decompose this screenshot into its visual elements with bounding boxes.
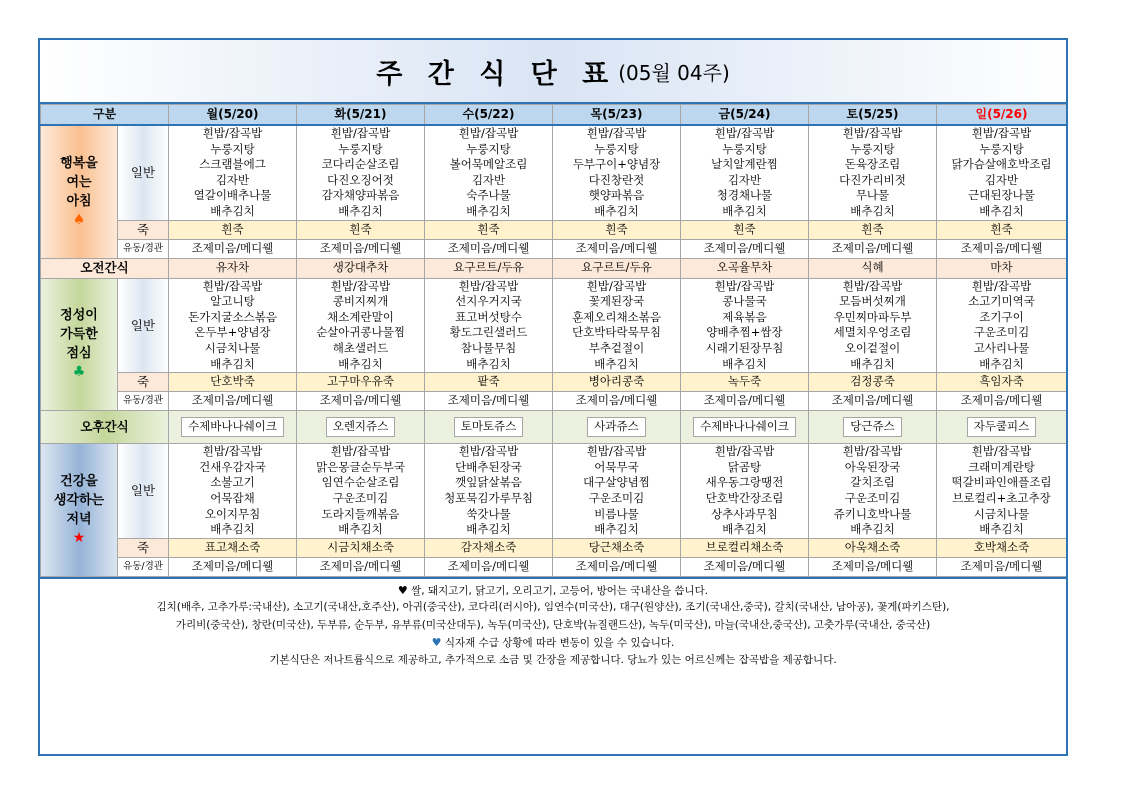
juk-cell: 호박채소죽	[937, 538, 1067, 557]
menu-item: 제육볶음	[722, 309, 767, 324]
juk-cell: 흰죽	[169, 220, 297, 239]
juk-cell: 흰죽	[809, 220, 937, 239]
page-title: 주 간 식 단 표	[376, 58, 617, 90]
menu-item: 오이겉절이	[844, 340, 901, 355]
menu-item: 다진가리비젓	[839, 172, 906, 187]
menu-item: 표고버섯탕수	[455, 309, 522, 324]
snack-cell	[937, 411, 1067, 444]
day-header: 수(5/22)	[425, 105, 553, 126]
menu-item: 김자반	[984, 172, 1019, 187]
menu-item: 돈가지굴소스볶음	[188, 309, 277, 324]
menu-item: 청포묵김가루무침	[444, 490, 533, 505]
menu-item: 김자반	[215, 172, 250, 187]
menu-item: 새우동그랑땡전	[705, 475, 784, 490]
menu-item: 쥬키니호박나물	[833, 506, 912, 521]
menu-item: 콩나물국	[722, 294, 767, 309]
menu-item: 브로컬리+초고추장	[952, 490, 1051, 505]
menu-cell	[297, 444, 425, 539]
menu-item: 임연수순살조림	[321, 475, 400, 490]
menu-item: 배추김치	[722, 203, 767, 218]
heart-icon: ♥	[431, 636, 442, 650]
menu-item: 우민찌마파두부	[833, 309, 912, 324]
menu-item: 구운조미김	[844, 490, 901, 505]
menu-item: 떡갈비파인애플조림	[951, 475, 1052, 490]
menu-cell	[809, 125, 937, 220]
menu-item: 흰밥/잡곡밥	[202, 444, 263, 459]
dinner-liquid-row	[41, 557, 1067, 576]
lunch-meal-name	[41, 278, 118, 411]
menu-item: 다진오징어젓	[327, 172, 394, 187]
snack_am-row	[41, 258, 1067, 278]
menu-item: 흰밥/잡곡밥	[202, 278, 263, 293]
juk-cell: 시금치채소죽	[297, 538, 425, 557]
menu-item: 단호박타락묵무침	[572, 325, 661, 340]
juk-cell: 단호박죽	[169, 373, 297, 392]
snack-cell: 오곡율무차	[681, 258, 809, 278]
menu-item: 흰밥/잡곡밥	[842, 278, 903, 293]
snack-item: 자두쿨피스	[967, 417, 1037, 437]
menu-item: 누룽지탕	[850, 141, 895, 156]
menu-item: 흰밥/잡곡밥	[586, 278, 647, 293]
lunch-general-row	[41, 278, 1067, 373]
menu-item: 숙주나물	[466, 188, 511, 203]
menu-item: 흰밥/잡곡밥	[458, 444, 519, 459]
meal-name-line: 정성이	[60, 308, 98, 324]
note-line-1: ♥ 쌀, 돼지고기, 닭고기, 오리고기, 고등어, 방어는 국내산을 씁니다.	[397, 583, 709, 597]
menu-item: 선지우거지국	[455, 294, 522, 309]
menu-item: 흰밥/잡곡밥	[330, 444, 391, 459]
menu-item: 누룽지탕	[722, 141, 767, 156]
menu-item: 도라지들깨볶음	[321, 506, 400, 521]
liquid-cell: 조제미음/메디웰	[169, 557, 297, 576]
juk-cell: 아욱채소죽	[809, 538, 937, 557]
menu-item: 단배추된장국	[455, 459, 522, 474]
menu-item: 비름나물	[594, 506, 639, 521]
breakfast-liquid-row	[41, 239, 1067, 258]
menu-item: 시금치나물	[973, 506, 1030, 521]
menu-item: 배추김치	[338, 203, 383, 218]
menu-cell	[809, 278, 937, 373]
menu-item: 배추김치	[979, 522, 1024, 537]
menu-item: 시금치나물	[204, 340, 261, 355]
menu-item: 부추겉절이	[588, 340, 645, 355]
liquid-cell: 조제미음/메디웰	[681, 557, 809, 576]
menu-item: 배추김치	[466, 203, 511, 218]
note-line-3: 가리비(중국산), 창란(미국산), 두부류, 순두부, 유부류(미국산대두), 녹두(미국산), 단호박(뉴질랜드산), 녹두(미국산), 마늘(국내산,중국산), 고춧가루(국내산, 중국산)	[175, 618, 931, 631]
menu-cell	[937, 444, 1067, 539]
menu-item: 꽃게된장국	[588, 294, 645, 309]
snack-item: 수제바나나쉐이크	[181, 417, 284, 437]
menu-item: 깻잎닭살볶음	[455, 475, 522, 490]
liquid-cell: 조제미음/메디웰	[425, 557, 553, 576]
menu-cell	[681, 444, 809, 539]
menu-item: 돈육장조림	[844, 157, 901, 172]
liquid-cell: 조제미음/메디웰	[553, 392, 681, 411]
menu-cell	[425, 278, 553, 373]
menu-item: 배추김치	[850, 356, 895, 371]
dinner-juk-row	[41, 538, 1067, 557]
snack-item: 당근쥬스	[843, 417, 901, 437]
juk-cell: 검정콩죽	[809, 373, 937, 392]
menu-item: 배추김치	[594, 522, 639, 537]
snack-cell	[425, 411, 553, 444]
juk-cell: 감자채소죽	[425, 538, 553, 557]
liquid-cell: 조제미음/메디웰	[809, 557, 937, 576]
menu-item: 어묵무국	[594, 459, 639, 474]
menu-item: 흰밥/잡곡밥	[586, 126, 647, 140]
sub-label-liquid: 유동/경관	[118, 557, 169, 576]
title-bar	[40, 40, 1066, 104]
snack-cell: 마차	[937, 258, 1067, 278]
juk-cell: 흑임자죽	[937, 373, 1067, 392]
menu-cell	[681, 278, 809, 373]
menu-item: 닭곰탕	[727, 459, 762, 474]
lunch-juk-row	[41, 373, 1067, 392]
meal-name-line: 행복을	[60, 155, 98, 171]
liquid-cell: 조제미음/메디웰	[809, 392, 937, 411]
menu-item: 코다리순살조림	[321, 157, 400, 172]
meal-name-line: 건강을	[60, 473, 98, 489]
sub-label-juk: 죽	[118, 373, 169, 392]
juk-cell: 흰죽	[297, 220, 425, 239]
breakfast-juk-row	[41, 220, 1067, 239]
liquid-cell: 조제미음/메디웰	[809, 239, 937, 258]
snack-cell: 식혜	[809, 258, 937, 278]
meal-name-line: 여는	[66, 174, 92, 190]
juk-cell: 흰죽	[937, 220, 1067, 239]
menu-cell	[681, 125, 809, 220]
menu-item: 흰밥/잡곡밥	[842, 444, 903, 459]
day-header: 화(5/21)	[297, 105, 425, 126]
menu-item: 쑥갓나물	[466, 506, 511, 521]
menu-item: 배추김치	[210, 203, 255, 218]
menu-item: 열갈이배추나물	[193, 188, 272, 203]
menu-item: 채소계란말이	[327, 309, 394, 324]
menu-sheet	[38, 38, 1068, 756]
snack-cell: 요구르트/두유	[553, 258, 681, 278]
menu-cell	[297, 125, 425, 220]
menu-item: 흰밥/잡곡밥	[842, 126, 903, 140]
menu-item: 오이지무침	[204, 506, 261, 521]
menu-item: 고사리나물	[973, 340, 1030, 355]
menu-item: 구운조미김	[588, 490, 645, 505]
snack-item: 사과쥬스	[587, 417, 645, 437]
spade-icon: ♠	[72, 211, 86, 228]
menu-item: 두부구이+양념장	[572, 157, 661, 172]
snack-item: 수제바나나쉐이크	[693, 417, 796, 437]
note-line-2: 김치(배추, 고추가루:국내산), 소고기(국내산,호주산), 아귀(중국산), 코다리(러시아), 임연수(미국산), 대구(원양산), 조기(국내산,중국), 갈치(국내산, 남아공), 꽃게(파키스탄),	[156, 601, 950, 614]
day-header: 금(5/24)	[681, 105, 809, 126]
menu-item: 배추김치	[594, 203, 639, 218]
menu-item: 누룽지탕	[594, 141, 639, 156]
menu-cell	[553, 125, 681, 220]
menu-item: 김자반	[471, 172, 506, 187]
liquid-cell: 조제미음/메디웰	[297, 392, 425, 411]
menu-cell	[169, 278, 297, 373]
liquid-cell: 조제미음/메디웰	[169, 392, 297, 411]
menu-item: 감자채양파볶음	[321, 188, 400, 203]
note-line-5: 기본식단은 저나트륨식으로 제공하고, 추가적으로 소금 및 간장을 제공합니다. 당뇨가 있는 어르신께는 잡곡밥을 제공합니다.	[269, 653, 837, 666]
menu-cell	[425, 444, 553, 539]
menu-item: 조기구이	[979, 309, 1024, 324]
menu-item: 날치알계란찜	[711, 157, 778, 172]
menu-item: 배추김치	[338, 522, 383, 537]
menu-item: 대구살양념찜	[583, 475, 650, 490]
juk-cell: 표고채소죽	[169, 538, 297, 557]
liquid-cell: 조제미음/메디웰	[937, 557, 1067, 576]
menu-item: 볼어묵메알조림	[449, 157, 528, 172]
lunch-liquid-row	[41, 392, 1067, 411]
menu-item: 해초샐러드	[332, 340, 389, 355]
juk-cell: 녹두죽	[681, 373, 809, 392]
menu-item: 크래미계란탕	[968, 459, 1035, 474]
menu-item: 양배추찜+쌈장	[706, 325, 783, 340]
note-line-4: ♥ 식자재 수급 상황에 따라 변동이 있을 수 있습니다.	[431, 636, 675, 650]
menu-item: 흰밥/잡곡밥	[586, 444, 647, 459]
menu-item: 단호박간장조림	[705, 490, 784, 505]
dinner-general-row	[41, 444, 1067, 539]
meal-name-line: 점심	[66, 346, 92, 362]
snack-cell	[297, 411, 425, 444]
day-header: 목(5/23)	[553, 105, 681, 126]
sub-label-juk: 죽	[118, 220, 169, 239]
menu-item: 아욱된장국	[844, 459, 901, 474]
meal-name-line: 생각하는	[53, 492, 105, 508]
menu-item: 세멸치우엉조림	[833, 325, 912, 340]
menu-item: 배추김치	[466, 356, 511, 371]
menu-item: 흰밥/잡곡밥	[971, 278, 1032, 293]
menu-item: 배추김치	[722, 522, 767, 537]
menu-item: 김자반	[727, 172, 762, 187]
menu-item: 어묵잡채	[210, 490, 255, 505]
juk-cell: 흰죽	[553, 220, 681, 239]
menu-item: 알고니탕	[210, 294, 255, 309]
menu-item: 흰밥/잡곡밥	[714, 278, 775, 293]
liquid-cell: 조제미음/메디웰	[425, 392, 553, 411]
menu-cell	[553, 278, 681, 373]
snack_am-label: 오전간식	[41, 258, 169, 278]
menu-item: 스크램블에그	[199, 157, 266, 172]
menu-item: 흰밥/잡곡밥	[458, 278, 519, 293]
menu-item: 배추김치	[979, 356, 1024, 371]
menu-cell	[809, 444, 937, 539]
liquid-cell: 조제미음/메디웰	[681, 392, 809, 411]
snack-cell: 유자차	[169, 258, 297, 278]
menu-item: 흰밥/잡곡밥	[330, 278, 391, 293]
menu-item: 구운조미김	[973, 325, 1030, 340]
liquid-cell: 조제미음/메디웰	[425, 239, 553, 258]
menu-item: 모듬버섯찌개	[839, 294, 906, 309]
menu-item: 콩비지찌개	[332, 294, 389, 309]
sub-label-juk: 죽	[118, 538, 169, 557]
menu-item: 흰밥/잡곡밥	[971, 444, 1032, 459]
menu-item: 황도그린샐러드	[449, 325, 528, 340]
menu-item: 순살아귀콩나물찜	[316, 325, 405, 340]
menu-item: 배추김치	[466, 522, 511, 537]
notes	[40, 577, 1066, 670]
menu-item: 흰밥/잡곡밥	[458, 126, 519, 140]
liquid-cell: 조제미음/메디웰	[297, 239, 425, 258]
liquid-cell: 조제미음/메디웰	[297, 557, 425, 576]
menu-item: 구운조미김	[332, 490, 389, 505]
menu-item: 시래기된장무침	[705, 340, 784, 355]
menu-item: 배추김치	[338, 356, 383, 371]
menu-cell	[425, 125, 553, 220]
menu-item: 흰밥/잡곡밥	[714, 126, 775, 140]
menu-item: 온두부+양념장	[194, 325, 271, 340]
liquid-cell: 조제미음/메디웰	[169, 239, 297, 258]
sub-label-general: 일반	[118, 125, 169, 220]
menu-item: 배추김치	[850, 522, 895, 537]
menu-item: 배추김치	[979, 203, 1024, 218]
menu-item: 배추김치	[850, 203, 895, 218]
juk-cell: 팥죽	[425, 373, 553, 392]
menu-item: 상추사과무침	[711, 506, 778, 521]
menu-item: 누룽지탕	[466, 141, 511, 156]
meal-name-line: 가득한	[60, 327, 98, 343]
club-icon: ♣	[72, 364, 86, 381]
menu-item: 무나물	[855, 188, 890, 203]
sub-label-general: 일반	[118, 444, 169, 539]
snack-cell	[553, 411, 681, 444]
menu-item: 배추김치	[210, 356, 255, 371]
menu-item: 흰밥/잡곡밥	[714, 444, 775, 459]
header-label: 구분	[41, 105, 169, 126]
menu-item: 소불고기	[210, 475, 255, 490]
menu-item: 건새우감자국	[199, 459, 266, 474]
menu-item: 흰밥/잡곡밥	[971, 126, 1032, 140]
menu-item: 갈치조림	[850, 475, 895, 490]
week-label: (05월 04주)	[618, 60, 730, 85]
heart-icon: ♥	[397, 583, 408, 597]
day-header: 토(5/25)	[809, 105, 937, 126]
juk-cell: 고구마우유죽	[297, 373, 425, 392]
snack_pm-row	[41, 411, 1067, 444]
menu-item: 누룽지탕	[979, 141, 1024, 156]
menu-item: 맑은몽글순두부국	[316, 459, 405, 474]
menu-item: 배추김치	[722, 356, 767, 371]
breakfast-meal-name	[41, 125, 118, 258]
menu-cell	[169, 444, 297, 539]
liquid-cell: 조제미음/메디웰	[681, 239, 809, 258]
meal-name-line: 아침	[66, 193, 92, 209]
menu-item: 훈제오리채소볶음	[572, 309, 661, 324]
menu-item: 배추김치	[210, 522, 255, 537]
juk-cell: 흰죽	[681, 220, 809, 239]
juk-cell: 당근채소죽	[553, 538, 681, 557]
snack-cell	[809, 411, 937, 444]
snack-item: 오렌지쥬스	[326, 417, 396, 437]
snack-cell	[169, 411, 297, 444]
menu-table	[40, 104, 1067, 577]
header-row	[41, 105, 1067, 126]
meal-name-line: 저녁	[66, 511, 92, 527]
menu-item: 청경채나물	[716, 188, 773, 203]
sub-label-liquid: 유동/경관	[118, 392, 169, 411]
liquid-cell: 조제미음/메디웰	[937, 239, 1067, 258]
juk-cell: 브로컬리채소죽	[681, 538, 809, 557]
menu-item: 소고기미역국	[968, 294, 1035, 309]
menu-item: 다진창란젓	[588, 172, 645, 187]
sub-label-liquid: 유동/경관	[118, 239, 169, 258]
snack-cell: 요구르트/두유	[425, 258, 553, 278]
liquid-cell: 조제미음/메디웰	[553, 239, 681, 258]
snack_pm-label: 오후간식	[41, 411, 169, 444]
juk-cell: 흰죽	[425, 220, 553, 239]
menu-cell	[937, 125, 1067, 220]
liquid-cell: 조제미음/메디웰	[937, 392, 1067, 411]
menu-item: 햇양파볶음	[588, 188, 645, 203]
star-icon: ★	[72, 529, 86, 546]
menu-item: 누룽지탕	[210, 141, 255, 156]
menu-item: 참나물무침	[460, 340, 517, 355]
sub-label-general: 일반	[118, 278, 169, 373]
dinner-meal-name	[41, 444, 118, 577]
menu-item: 닭가슴살애호박조림	[951, 157, 1052, 172]
menu-item: 근대된장나물	[968, 188, 1035, 203]
snack-cell	[681, 411, 809, 444]
snack-cell: 생강대추차	[297, 258, 425, 278]
menu-cell	[169, 125, 297, 220]
menu-item: 배추김치	[594, 356, 639, 371]
day-header: 월(5/20)	[169, 105, 297, 126]
menu-item: 누룽지탕	[338, 141, 383, 156]
menu-cell	[297, 278, 425, 373]
liquid-cell: 조제미음/메디웰	[553, 557, 681, 576]
menu-item: 흰밥/잡곡밥	[202, 126, 263, 140]
snack-item: 토마토쥬스	[454, 417, 524, 437]
juk-cell: 병아리콩죽	[553, 373, 681, 392]
breakfast-general-row	[41, 125, 1067, 220]
day-header: 일(5/26)	[937, 105, 1067, 126]
menu-cell	[937, 278, 1067, 373]
menu-cell	[553, 444, 681, 539]
menu-item: 흰밥/잡곡밥	[330, 126, 391, 140]
